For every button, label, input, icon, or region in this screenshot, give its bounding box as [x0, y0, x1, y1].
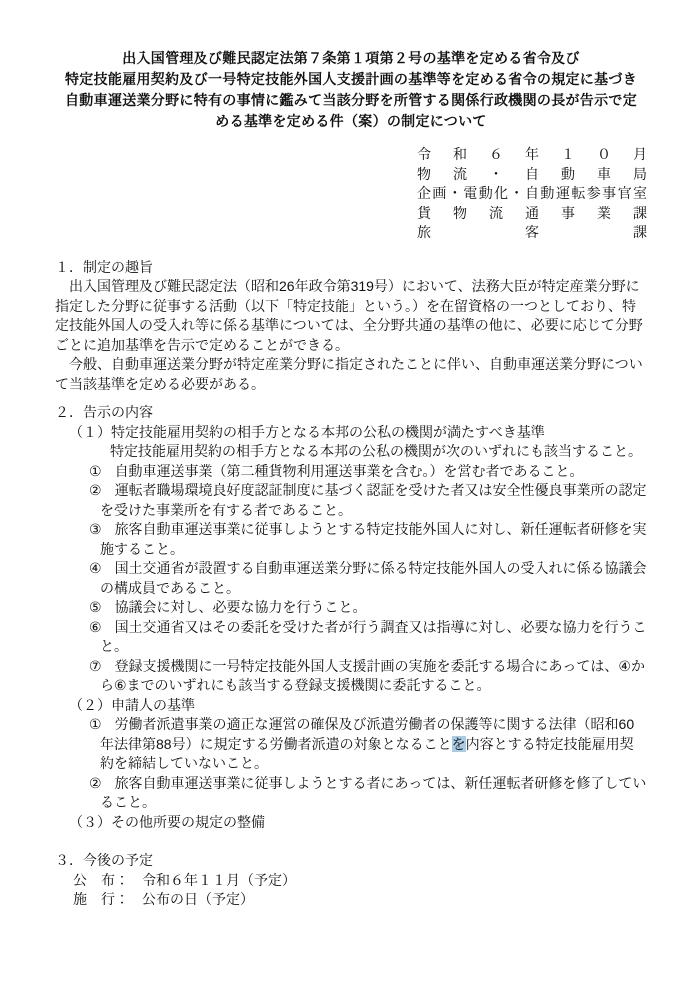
- item-marker: ①: [89, 716, 102, 732]
- criteria-item: [55, 481, 647, 520]
- highlighted-text: を: [451, 735, 466, 752]
- criteria-item: [55, 715, 647, 774]
- schedule-label: 施 行：: [73, 891, 129, 907]
- item-marker: ④: [89, 560, 102, 576]
- issuing-bureau: 物流・自動車局: [417, 165, 647, 182]
- subsection-3-label: （３）その他所要の規定の整備: [69, 813, 265, 830]
- issuing-division-passenger: 旅客課: [417, 224, 647, 240]
- item-text-pre: 労働者派遣事業の適正な運営の確保及び派遣労働者の保護等に関する法律（昭和60年法律第88号）に規定する労働者派遣の対象となること: [100, 716, 635, 752]
- schedule-row-enforcement: [55, 890, 647, 910]
- document-title-line: 自動車運送業分野に特有の事情に鑑みて当該分野を所管する関係行政機関の長が告示で定: [65, 92, 637, 108]
- subsection-2-label: （２）申請人の基準: [69, 696, 195, 713]
- section-schedule-heading: ３．今後の予定: [55, 852, 153, 868]
- document-title-line: 出入国管理及び難民認定法第７条第１項第２号の基準を定める省令及び: [122, 50, 580, 66]
- criteria-item: [55, 598, 647, 618]
- purpose-paragraph: 今般、自動車運送業分野が特定産業分野に指定されたことに伴い、自動車運送業分野について当該基準を定める必要がある。: [55, 356, 643, 392]
- issuing-division-freight: 貨物流通事業課: [417, 204, 647, 221]
- issuer-block: [417, 145, 647, 243]
- purpose-paragraph: 出入国管理及び難民認定法（昭和26年政令第319号）において、法務大臣が特定産業分野に指定した分野に従事する活動（以下「特定技能」という。）を在留資格の一つとしており、特定技能外国人の受入れ等に係る基準については、全分野共通の基準の他に、必要に応じて分野ごとに追加基準を告示で定めることができる。: [55, 278, 643, 353]
- section-schedule: [55, 851, 647, 910]
- schedule-value: 公布の日（予定）: [142, 891, 254, 907]
- item-marker: ①: [89, 462, 102, 479]
- document-title-line: める基準を定める件（案）の制定について: [215, 113, 487, 129]
- criteria-item: [55, 462, 647, 482]
- item-marker: ⑦: [89, 657, 102, 674]
- item-text: [100, 716, 634, 771]
- section-purpose-heading: １．制定の趣旨: [55, 258, 153, 275]
- item-text: 旅客自動車運送事業に従事しようとする特定技能外国人に対し、新任運転者研修を実施すること。: [100, 521, 647, 557]
- criteria-item: [55, 774, 647, 813]
- section-notification-content: [55, 403, 647, 832]
- item-text: 国土交通省が設置する自動車運送業分野に係る特定技能外国人の受入れに係る協議会の構成員であること。: [100, 560, 647, 596]
- criteria-item: [55, 520, 647, 559]
- criteria-item: [55, 618, 647, 657]
- criteria-item: [55, 559, 647, 598]
- section-notification-heading: ２．告示の内容: [55, 404, 153, 420]
- item-text: 運転者職場環境良好度認証制度に基づく認証を受けた者又は安全性優良事業所の認定を受けた事業所を有する者であること。: [100, 482, 647, 518]
- item-marker: ⑤: [89, 599, 102, 615]
- item-marker: ②: [89, 482, 102, 498]
- item-marker: ③: [89, 521, 102, 537]
- item-text: 旅客自動車運送事業に従事しようとする者にあっては、新任運転者研修を修了していること。: [100, 774, 647, 810]
- item-marker: ②: [89, 774, 102, 791]
- document-title-line: 特定技能雇用契約及び一号特定技能外国人支援計画の基準等を定める省令の規定に基づき: [65, 71, 637, 87]
- criteria-item: [55, 657, 647, 696]
- issue-date: 令和６年１０月: [417, 146, 647, 162]
- item-text: 協議会に対し、必要な協力を行うこと。: [114, 599, 367, 615]
- item-text: 登録支援機関に一号特定技能外国人支援計画の実施を委託する場合にあっては、④から⑥までのいずれにも該当する登録支援機関に委託すること。: [100, 657, 645, 693]
- item-text: 自動車運送事業（第二種貨物利用運送事業を含む。）を営む者であること。: [114, 462, 584, 479]
- subsection-1-lead: 特定技能雇用契約の相手方となる本邦の公私の機関が次のいずれにも該当すること。: [110, 443, 642, 459]
- issuing-office: 企画・電動化・自動運転参事官室: [417, 185, 647, 201]
- document-title: [55, 48, 647, 132]
- blank-line: [55, 841, 647, 851]
- item-text-post: 内容とする特定技能雇用契約を締結していないこと。: [100, 735, 634, 771]
- item-text: 国土交通省又はその委託を受けた者が行う調査又は指導に対し、必要な協力を行うこと。: [100, 618, 647, 654]
- subsection-1-label: （１）特定技能雇用契約の相手方となる本邦の公私の機関が満たすべき基準: [69, 423, 545, 440]
- section-purpose: [55, 258, 647, 395]
- item-marker: ⑥: [89, 618, 102, 635]
- schedule-label: 公 布：: [73, 871, 129, 888]
- schedule-row-promulgation: [55, 871, 647, 891]
- schedule-value: 令和６年１１月（予定）: [142, 871, 296, 888]
